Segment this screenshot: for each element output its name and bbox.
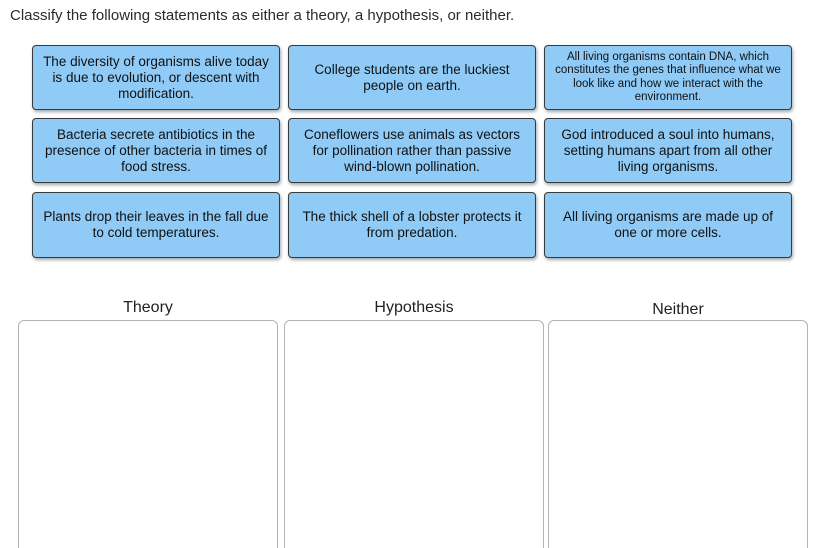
statement-card-soul-humans[interactable]: God introduced a soul into humans, setting humans apart from all other living organisms. bbox=[544, 118, 792, 183]
theory-heading: Theory bbox=[123, 299, 173, 316]
instruction-text: Classify the following statements as either a theory, a hypothesis, or neither. bbox=[10, 7, 515, 24]
theory-drop-zone[interactable] bbox=[18, 320, 278, 548]
neither-drop-zone[interactable] bbox=[548, 320, 808, 548]
hypothesis-heading: Hypothesis bbox=[374, 299, 454, 316]
statement-card-coneflowers-pollination[interactable]: Coneflowers use animals as vectors for pollination rather than passive wind-blown pollination. bbox=[288, 118, 536, 183]
statement-card-bacteria-antibiotics[interactable]: Bacteria secrete antibiotics in the presence of other bacteria in times of food stress. bbox=[32, 118, 280, 183]
hypothesis-drop-zone[interactable] bbox=[284, 320, 544, 548]
statement-card-dna-genes[interactable]: All living organisms contain DNA, which constitutes the genes that influence what we look like and how we interact with the environment. bbox=[544, 45, 792, 110]
statement-card-lobster-shell[interactable]: The thick shell of a lobster protects it from predation. bbox=[288, 192, 536, 258]
statement-card-cells[interactable]: All living organisms are made up of one or more cells. bbox=[544, 192, 792, 258]
statement-card-evolution-diversity[interactable]: The diversity of organisms alive today is due to evolution, or descent with modification. bbox=[32, 45, 280, 110]
statement-card-plants-leaves[interactable]: Plants drop their leaves in the fall due to cold temperatures. bbox=[32, 192, 280, 258]
neither-heading: Neither bbox=[652, 301, 704, 318]
statement-card-luckiest-students[interactable]: College students are the luckiest people on earth. bbox=[288, 45, 536, 110]
